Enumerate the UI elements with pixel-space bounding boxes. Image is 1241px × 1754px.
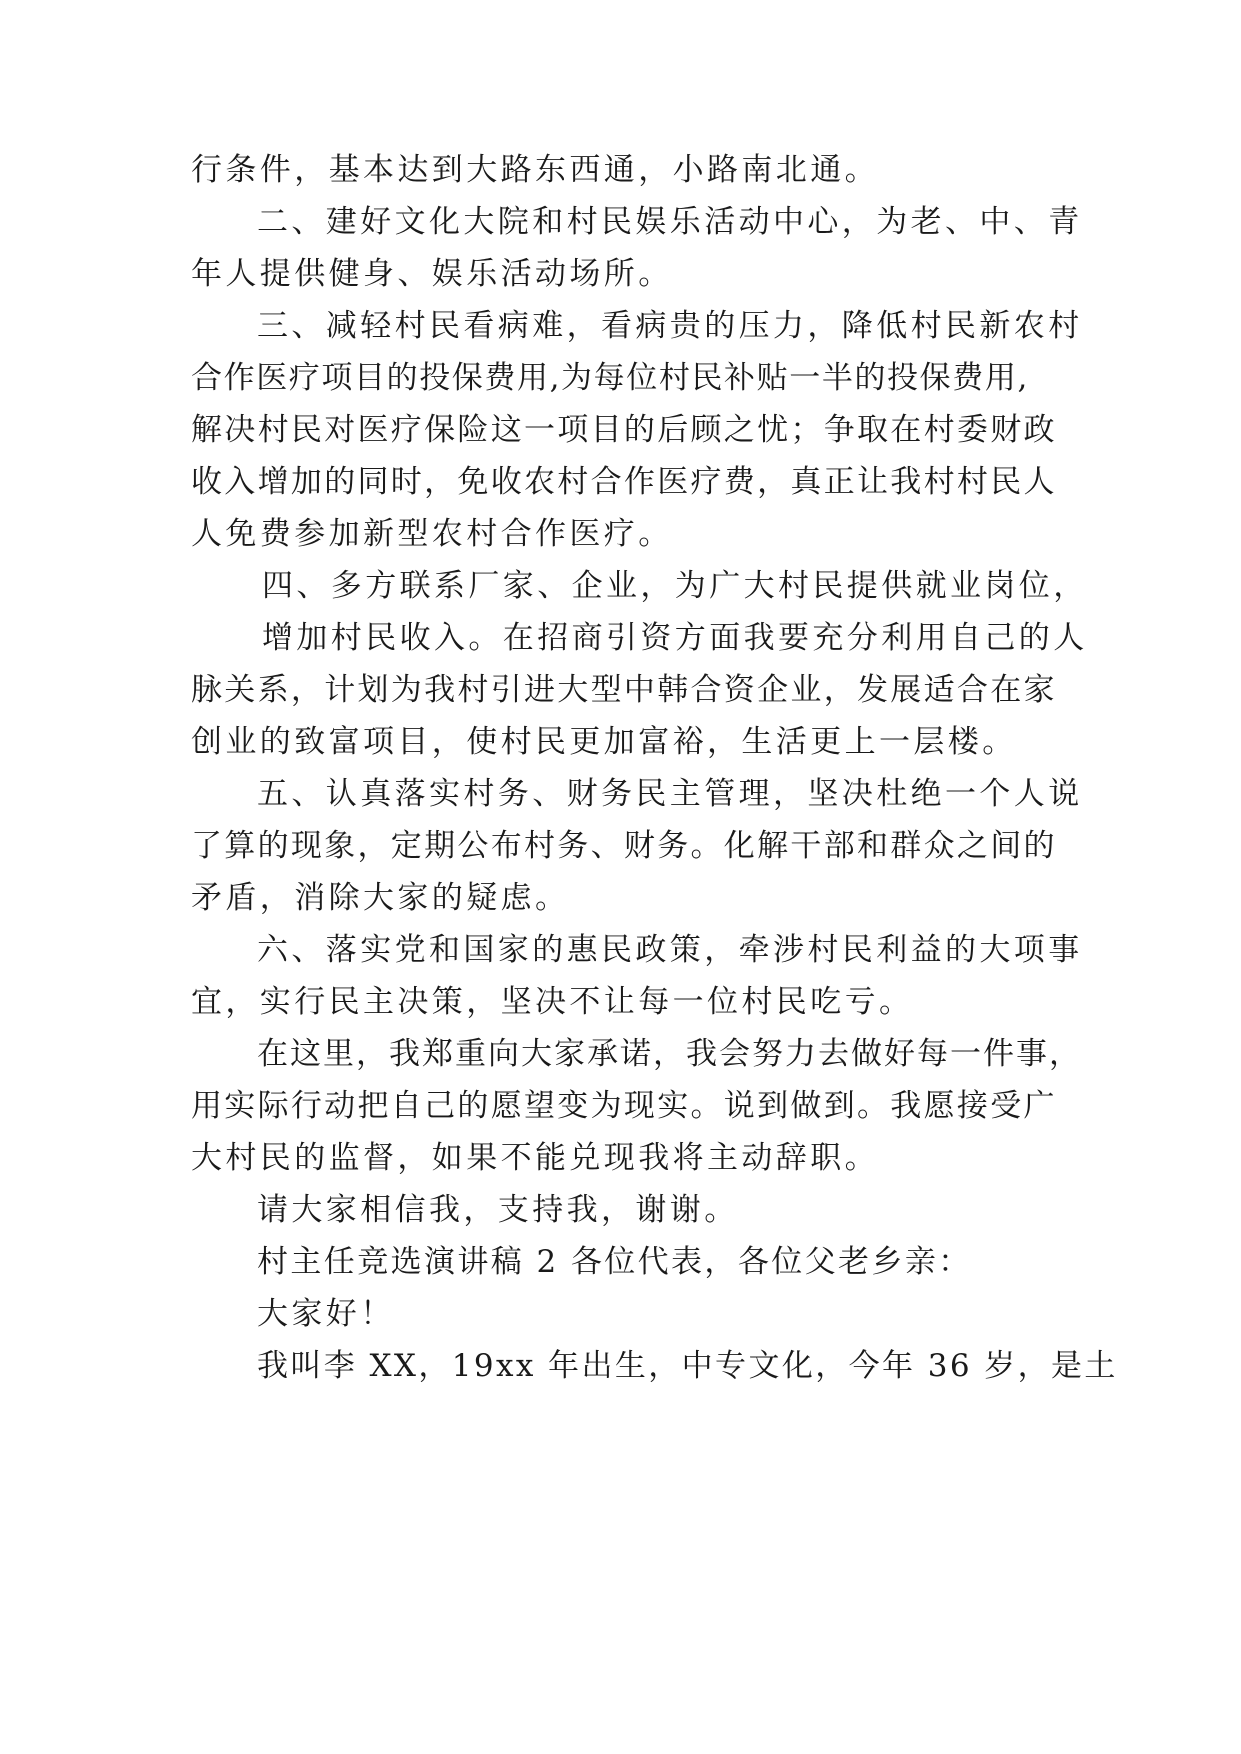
text-line: 宜，实行民主决策，坚决不让每一位村民吃亏。 [191, 984, 914, 1020]
text-line: 村主任竞选演讲稿 2 各位代表，各位父老乡亲： [257, 1244, 972, 1280]
text-line: 我叫李 XX，19xx 年出生，中专文化，今年 36 岁，是土 [257, 1348, 1118, 1384]
text-line: 大家好！ [257, 1296, 395, 1332]
text-line: 在这里，我郑重向大家承诺，我会努力去做好每一件事， [257, 1036, 1082, 1072]
text-line: 了算的现象，定期公布村务、财务。化解干部和群众之间的 [191, 828, 1057, 864]
text-line: 三、减轻村民看病难，看病贵的压力，降低村民新农村 [257, 308, 1083, 344]
text-line: 创业的致富项目，使村民更加富裕，生活更上一层楼。 [191, 724, 1017, 760]
text-line: 大村民的监督，如果不能兑现我将主动辞职。 [191, 1140, 879, 1176]
text-line: 行条件，基本达到大路东西通，小路南北通。 [191, 152, 879, 188]
text-line: 增加村民收入。在招商引资方面我要充分利用自己的人 [262, 620, 1088, 656]
text-line: 解决村民对医疗保险这一项目的后顾之忧；争取在村委财政 [191, 412, 1057, 448]
text-line: 人免费参加新型农村合作医疗。 [191, 516, 673, 552]
text-line: 脉关系，计划为我村引进大型中韩合资企业，发展适合在家 [191, 672, 1057, 708]
text-line: 用实际行动把自己的愿望变为现实。说到做到。我愿接受广 [191, 1088, 1057, 1124]
text-line: 矛盾，消除大家的疑虑。 [191, 880, 570, 916]
text-line: 四、多方联系厂家、企业，为广大村民提供就业岗位， [262, 568, 1088, 604]
text-line: 五、认真落实村务、财务民主管理，坚决杜绝一个人说 [257, 776, 1083, 812]
text-line: 二、建好文化大院和村民娱乐活动中心，为老、中、青 [257, 204, 1083, 240]
text-line: 年人提供健身、娱乐活动场所。 [191, 256, 673, 292]
text-line: 请大家相信我，支持我，谢谢。 [257, 1192, 739, 1228]
text-line: 收入增加的同时，免收农村合作医疗费，真正让我村村民人 [191, 464, 1057, 500]
text-line: 六、落实党和国家的惠民政策，牵涉村民利益的大项事 [257, 932, 1083, 968]
text-line: 合作医疗项目的投保费用,为每位村民补贴一半的投保费用, [191, 360, 1029, 396]
